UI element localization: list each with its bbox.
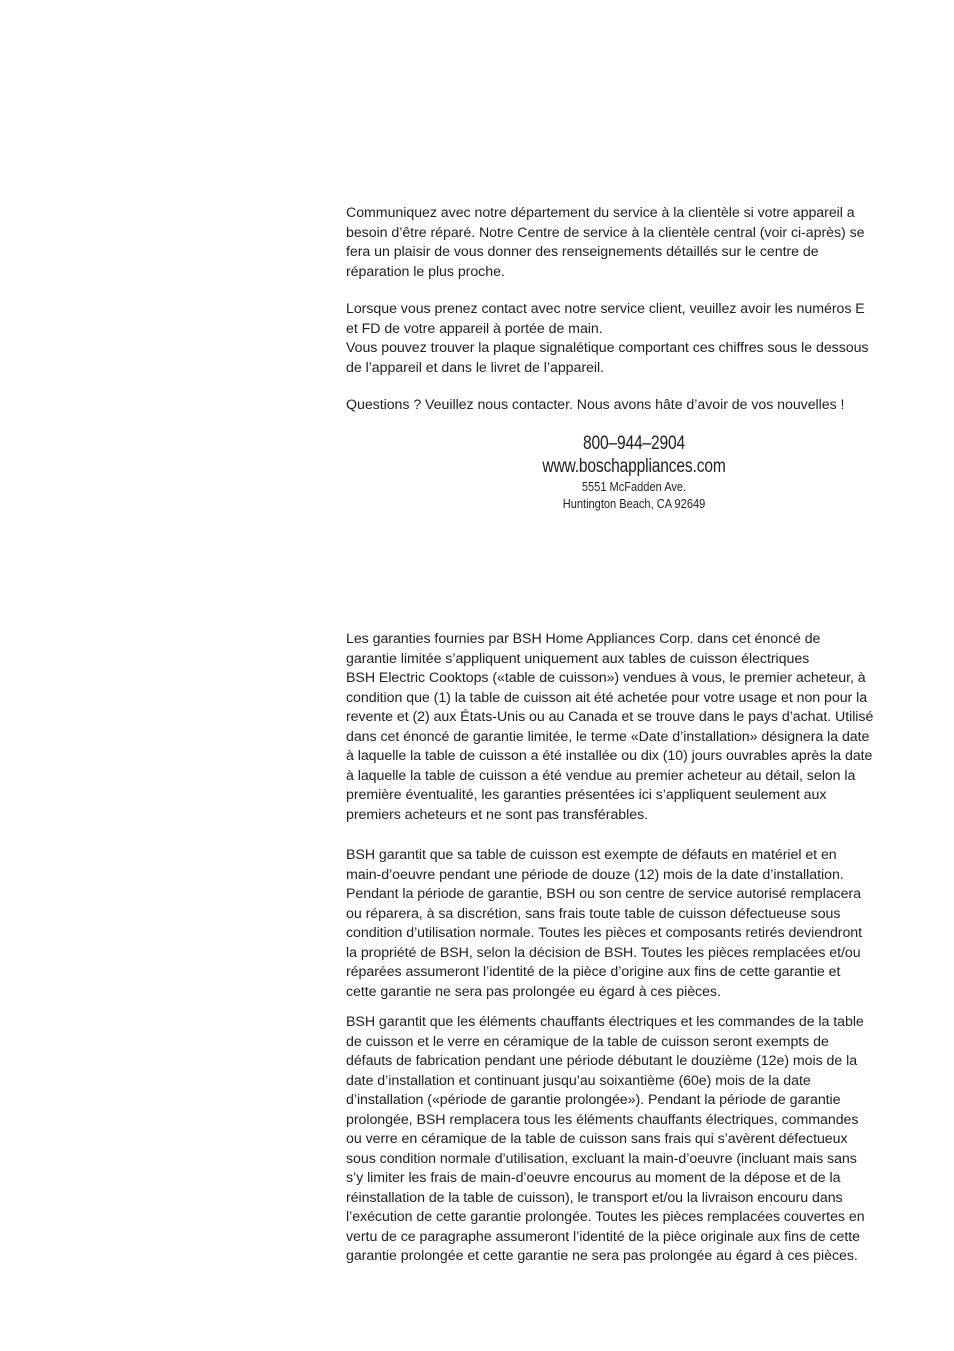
paragraph-line: réinstallation de la table de cuisson), le transport et/ou la livraison encouru dans [346,1189,843,1206]
warranty-12-months-paragraph [346,846,926,1002]
paragraph-line: condition que (1) la table de cuisson ait été achetée pour votre usage et non pour la [346,689,868,706]
warranty-scope-paragraph [346,630,926,825]
paragraph-line: fera un plaisir de vous donner des renseignements détaillés sur le centre de [346,244,819,260]
paragraph-line: prolongée, BSH remplacera tous les éléments chauffants électriques, commandes [346,1111,859,1128]
paragraph-line: garantie prolongée et cette garantie ne sera pas prolongée au égard à ces pièces. [346,1248,858,1264]
paragraph-line: besoin d’être réparé. Notre Centre de service à la clientèle central (voir ci-après) se [346,224,865,241]
paragraph-line: vertu de ce paragraphe assumeront l’identité de la pièce originale aux fins de cette [346,1228,860,1245]
paragraph-line: à laquelle la table de cuisson a été installée ou dix (10) jours ouvrables après la date [346,748,873,764]
model-numbers-paragraph [346,300,926,378]
paragraph-line: condition d’utilisation normale. Toutes les pièces et composants retirés deviendront [346,925,863,941]
paragraph-line: dans cet énoncé de garantie limitée, le terme «Date d’installation» désignera la date [346,728,870,745]
paragraph-line: Questions ? Veuillez nous contacter. Nous avons hâte d’avoir de vos nouvelles ! [346,397,845,413]
paragraph-line: Pendant la période de garantie, BSH ou son centre de service autorisé remplacera [346,886,861,902]
paragraph-line: d’installation («période de garantie prolongée»). Pendant la période de garantie [346,1092,841,1108]
paragraph-line: premiers acheteurs et ne sont pas transférables. [346,806,649,823]
paragraph-line: BSH garantit que les éléments chauffants électriques et les commandes de la table [346,1014,864,1030]
paragraph-line: date d’installation et continuant jusqu’au soixantième (60e) mois de la date [346,1072,811,1089]
paragraph-line: Les garanties fournies par BSH Home Appliances Corp. dans cet énoncé de [346,631,821,647]
paragraph-line: de cuisson et le verre en céramique de la table de cuisson seront exempts de [346,1033,829,1050]
paragraph-line: de l’appareil et dans le livret de l’appareil. [346,359,604,376]
address-city: Huntington Beach, CA 92649 [562,495,706,511]
contact-block [346,432,922,512]
paragraph-line: et FD de votre appareil à portée de main. [346,320,603,337]
paragraph-line: ou verre en céramique de la table de cuisson sans frais qui s’avèrent défectueux [346,1131,848,1147]
service-contact-paragraph [346,204,926,282]
warranty-extended-paragraph [346,1013,926,1267]
address-street: 5551 McFadden Ave. [581,479,687,494]
phone-number[interactable]: 800–944–2904 [582,433,686,454]
paragraph-line: garantie limitée s’appliquent uniquement aux tables de cuisson électriques [346,650,810,667]
paragraph-line: ou réparera, à sa discrétion, sans frais toute table de cuisson défectueuse sous [346,905,841,922]
paragraph-line: cette garantie ne sera pas prolongée eu égard à ces pièces. [346,983,721,1000]
paragraph-line: la propriété de BSH, selon la décision de BSH. Toutes les pièces remplacées et/ou [346,944,861,961]
paragraph-line: réparées assumeront l’identité de la pièce d’origine aux fins de cette garantie et [346,964,841,980]
paragraph-line: Lorsque vous prenez contact avec notre service client, veuillez avoir les numéros E [346,301,865,317]
paragraph-line: BSH Electric Cooktops («table de cuisson») vendues à vous, le premier acheteur, à [346,670,866,686]
paragraph-line: revente et (2) aux États-Unis ou au Canada et se trouve dans le pays d’achat. Utilisé [346,709,874,725]
paragraph-line: première éventualité, les garanties présentées ici s’appliquent seulement aux [346,787,827,803]
paragraph-line: Communiquez avec notre département du service à la clientèle si votre appareil a [346,205,855,221]
questions-paragraph [346,396,926,416]
paragraph-line: Vous pouvez trouver la plaque signalétique comportant ces chiffres sous le dessous [346,340,869,356]
paragraph-line: s’y limiter les frais de main-d’oeuvre encourus au moment de la dépose et de la [346,1170,841,1186]
paragraph-line: à laquelle la table de cuisson a été vendue au premier acheteur au détail, selon la [346,767,856,784]
paragraph-line: défauts de fabrication pendant une période débutant le douzième (12e) mois de la [346,1053,858,1069]
paragraph-line: main-d’oeuvre pendant une période de douze (12) mois de la date d’installation. [346,866,844,883]
paragraph-line: réparation le plus proche. [346,263,505,280]
paragraph-line: sous condition normale d’utilisation, excluant la main-d’oeuvre (incluant mais sans [346,1150,857,1167]
website-link[interactable]: www.boschappliances.com [542,456,726,477]
paragraph-line: BSH garantit que sa table de cuisson est exempte de défauts en matériel et en [346,847,837,863]
paragraph-line: l’exécution de cette garantie prolongée. Toutes les pièces remplacées couvertes en [346,1209,865,1225]
